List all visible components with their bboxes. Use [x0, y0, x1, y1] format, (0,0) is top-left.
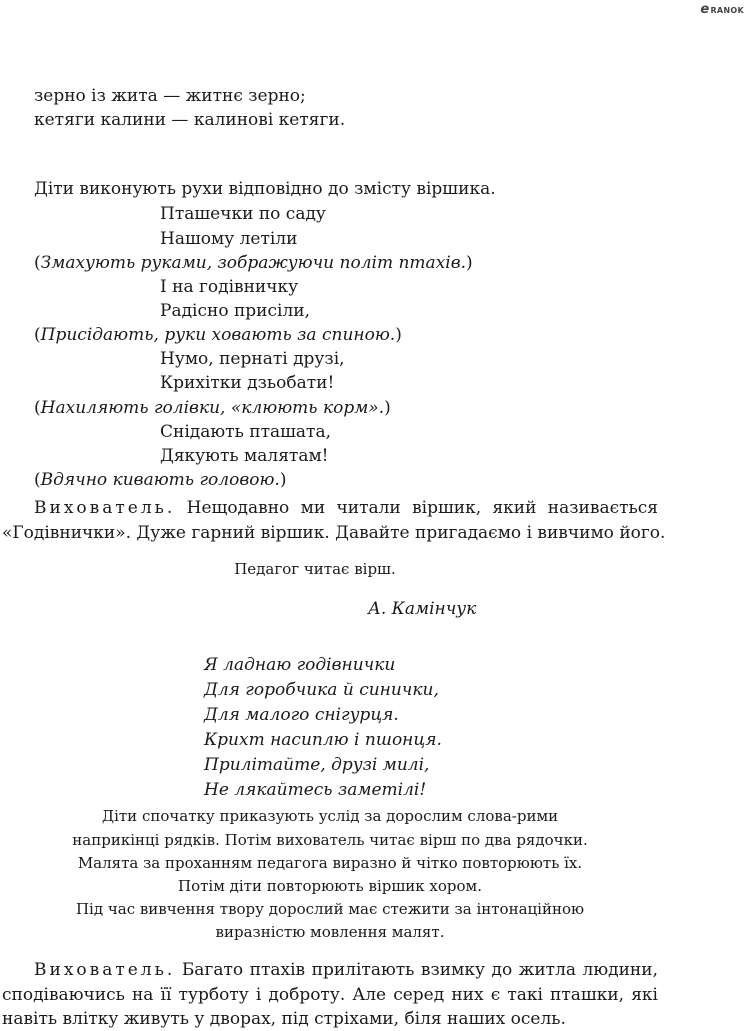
instruction-line: Діти спочатку приказують услід за дорослим слова-рими [101, 807, 559, 825]
stage-direction: (Вдячно кивають головою.) [34, 470, 287, 490]
poem-line: Для малого снігурця. [204, 705, 399, 725]
publisher-logo: eRANOK [700, 2, 744, 17]
instruction-line: виразністю мовлення малят. [215, 923, 445, 941]
poem-line: Снідають пташата, [160, 422, 331, 442]
intro-text: Діти виконують рухи відповідно до змісту віршика. [34, 179, 496, 199]
poem-line: Дякують малятам! [160, 446, 329, 466]
instruction-line: Потім діти повторюють віршик хором. [178, 877, 482, 895]
teacher-speech-cont: навіть влітку живуть у дворах, під стріхами, біля наших осель. [2, 1009, 566, 1029]
poem-line: Прилітайте, друзі милі, [204, 755, 430, 775]
poem-line: Пташечки по саду [160, 204, 326, 224]
instruction-line: Малята за проханням педагога виразно й чітко повторюють їх. [77, 854, 583, 872]
author-name: А. Камінчук [368, 599, 477, 619]
stage-note: Педагог читає вірш. [234, 560, 396, 578]
poem-line: Я ладнаю годівнички [204, 655, 396, 675]
stage-direction: (Змахують руками, зображуючи політ птахів.) [34, 253, 473, 273]
instruction-line: наприкінці рядків. Потім вихователь читає вірш по два рядочки. [72, 831, 588, 849]
pair-line: зерно із жита — житнє зерно; [34, 86, 306, 106]
pair-line: кетяги калини — калинові кетяги. [34, 110, 346, 130]
teacher-speech-cont: «Годівнички». Дуже гарний віршик. Давайте пригадаємо і вивчимо його. [2, 523, 666, 543]
poem-line: І на годівничку [160, 277, 299, 297]
teacher-speech-cont: сподіваючись на її турботу і доброту. Але серед них є такі пташки, які [2, 985, 658, 1005]
stage-direction: (Нахиляють голівки, «клюють корм».) [34, 398, 391, 418]
teacher-speech: Вихователь. Багато птахів прилітають взимку до житла людини, [34, 960, 658, 980]
poem-line: Радісно присіли, [160, 301, 311, 321]
poem-line: Крихітки дзьобати! [160, 373, 335, 393]
instruction-line: Під час вивчення твору дорослий має стежити за інтонаційною [75, 900, 585, 918]
teacher-speech: Вихователь. Нещодавно ми читали віршик, який називається [34, 498, 659, 518]
poem-line: Для горобчика й синички, [204, 680, 439, 700]
poem-line: Не лякайтесь заметілі! [204, 780, 427, 800]
poem-line: Нумо, пернаті друзі, [160, 349, 345, 369]
poem-line: Крихт насиплю і пшонця. [204, 730, 442, 750]
stage-direction: (Присідають, руки ховають за спиною.) [34, 325, 402, 345]
poem-line: Нашому летіли [160, 229, 298, 249]
